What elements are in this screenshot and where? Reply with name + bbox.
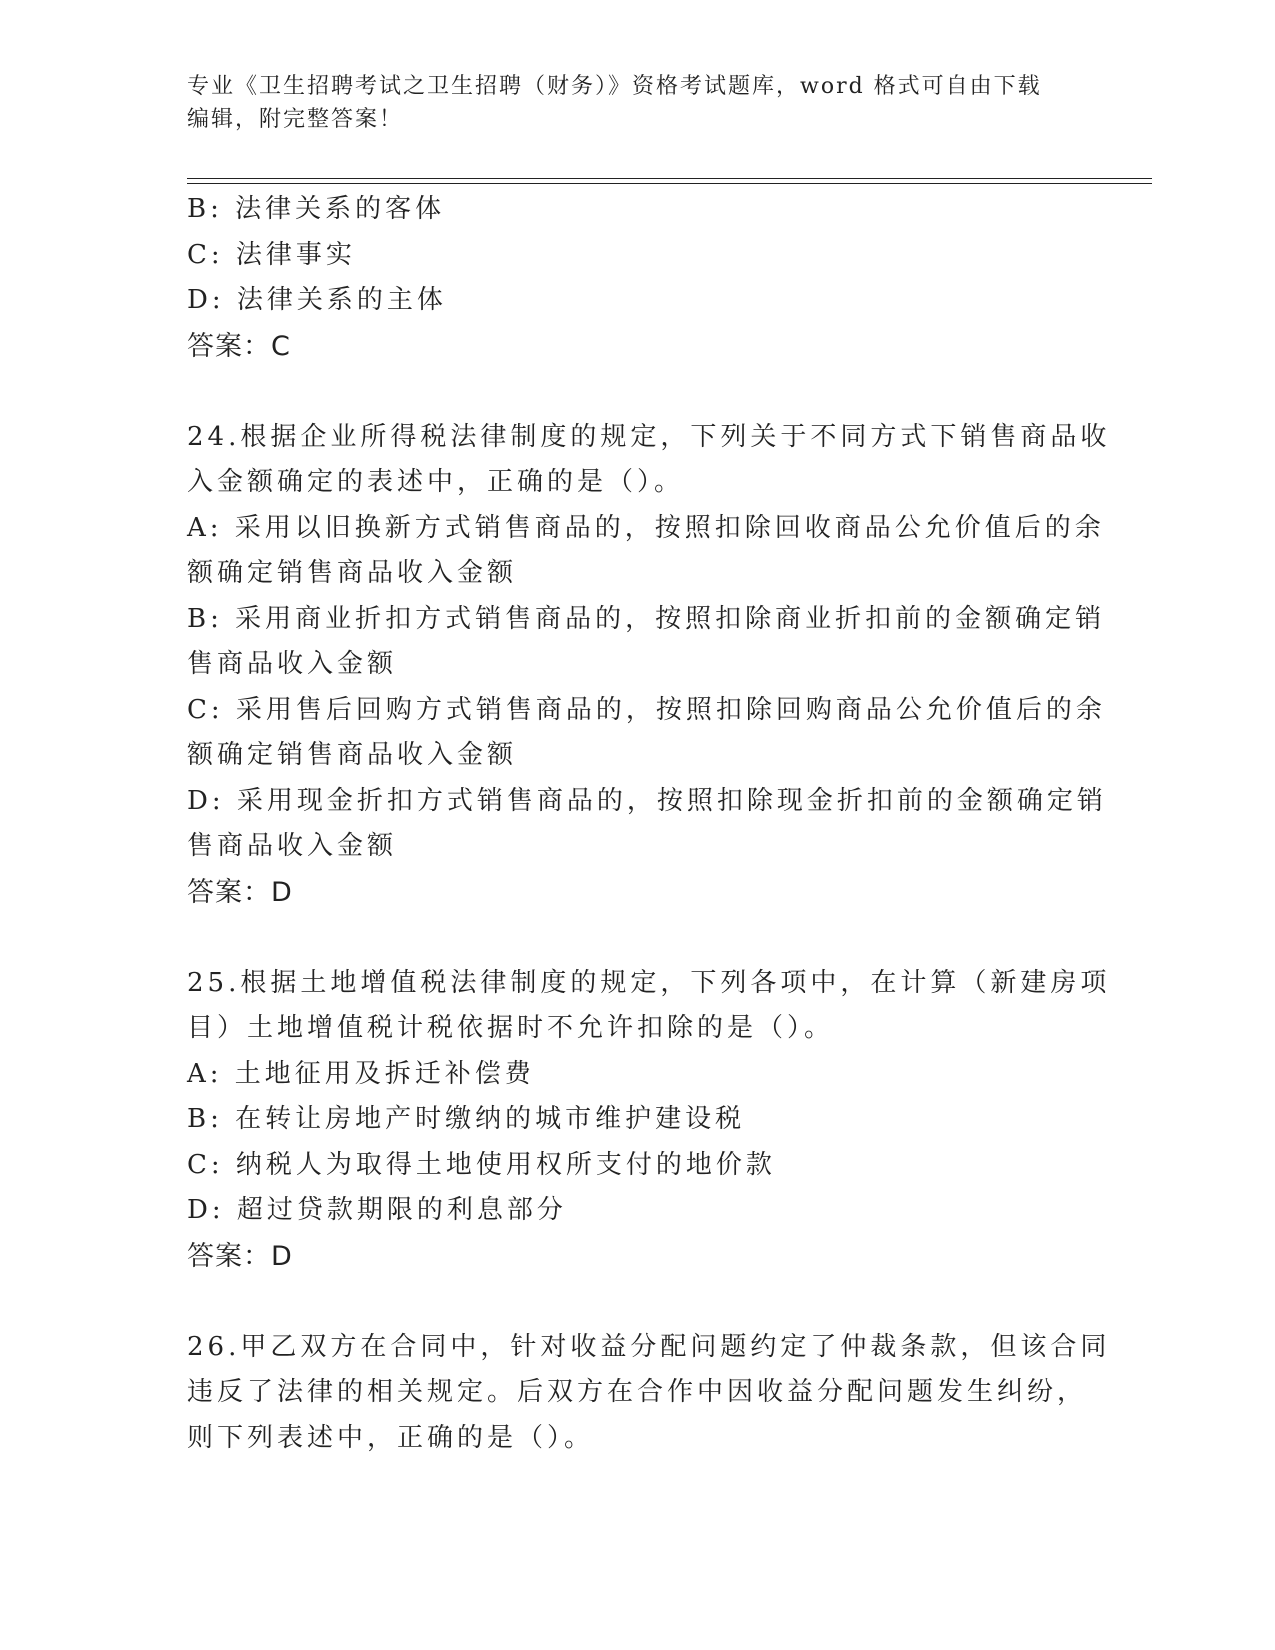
question-26	[187, 1325, 1111, 1462]
q25-option-a: A: 土地征用及拆迁补偿费	[187, 1058, 535, 1089]
header-line-1: 专业《卫生招聘考试之卫生招聘（财务）》资格考试题库，word 格式可自由下载	[187, 74, 1042, 99]
spacer	[187, 1279, 1087, 1325]
q25-answer: 答案：D	[187, 1240, 293, 1272]
question-23-tail	[187, 187, 1087, 369]
q23-option-c: C: 法律事实	[187, 239, 356, 270]
q24-option-c-line-1: C: 采用售后回购方式销售商品的，按照扣除回购商品公允价值后的余	[187, 694, 1106, 725]
document-header	[187, 70, 1087, 136]
q24-stem-line-2: 入金额确定的表述中，正确的是（）。	[187, 467, 685, 497]
header-rule-top	[187, 178, 1152, 179]
question-24	[187, 415, 1111, 916]
q24-option-b-line-2: 售商品收入金额	[187, 649, 398, 679]
question-25	[187, 961, 1111, 1280]
spacer	[187, 915, 1087, 961]
q26-stem-line-2: 违反了法律的相关规定。后双方在合作中因收益分配问题发生纠纷，	[187, 1377, 1088, 1407]
question-content	[187, 187, 1111, 1461]
q23-option-d: D: 法律关系的主体	[187, 285, 447, 315]
q26-stem-line-3: 则下列表述中，正确的是（）。	[187, 1422, 595, 1453]
q24-option-b-line-1: B: 采用商业折扣方式销售商品的，按照扣除商业折扣前的金额确定销	[187, 603, 1106, 634]
header-line-2: 编辑，附完整答案！	[187, 107, 404, 132]
q23-option-b: B: 法律关系的客体	[187, 194, 446, 224]
q24-option-c-line-2: 额确定销售商品收入金额	[187, 740, 518, 770]
q25-option-c: C: 纳税人为取得土地使用权所支付的地价款	[187, 1149, 776, 1180]
q23-answer: 答案：C	[187, 330, 291, 362]
q24-answer: 答案：D	[187, 876, 293, 908]
q25-option-d: D: 超过贷款期限的利息部分	[187, 1195, 567, 1225]
q26-stem-line-1: 26.甲乙双方在合同中，针对收益分配问题约定了仲裁条款，但该合同	[187, 1331, 1111, 1362]
spacer	[187, 369, 1087, 415]
q25-option-b: B: 在转让房地产时缴纳的城市维护建设税	[187, 1104, 746, 1134]
q24-option-d-line-1: D: 采用现金折扣方式销售商品的，按照扣除现金折扣前的金额确定销	[187, 785, 1107, 816]
q24-option-a-line-2: 额确定销售商品收入金额	[187, 558, 518, 588]
header-rule-bottom	[187, 183, 1152, 184]
q25-stem-line-1: 25.根据土地增值税法律制度的规定，下列各项中，在计算（新建房项	[187, 967, 1111, 998]
q25-stem-line-2: 目）土地增值税计税依据时不允许扣除的是（）。	[187, 1013, 835, 1043]
q24-stem-line-1: 24.根据企业所得税法律制度的规定，下列关于不同方式下销售商品收	[187, 421, 1111, 452]
q24-option-d-line-2: 售商品收入金额	[187, 831, 398, 861]
q24-option-a-line-1: A: 采用以旧换新方式销售商品的，按照扣除回收商品公允价值后的余	[187, 512, 1105, 543]
